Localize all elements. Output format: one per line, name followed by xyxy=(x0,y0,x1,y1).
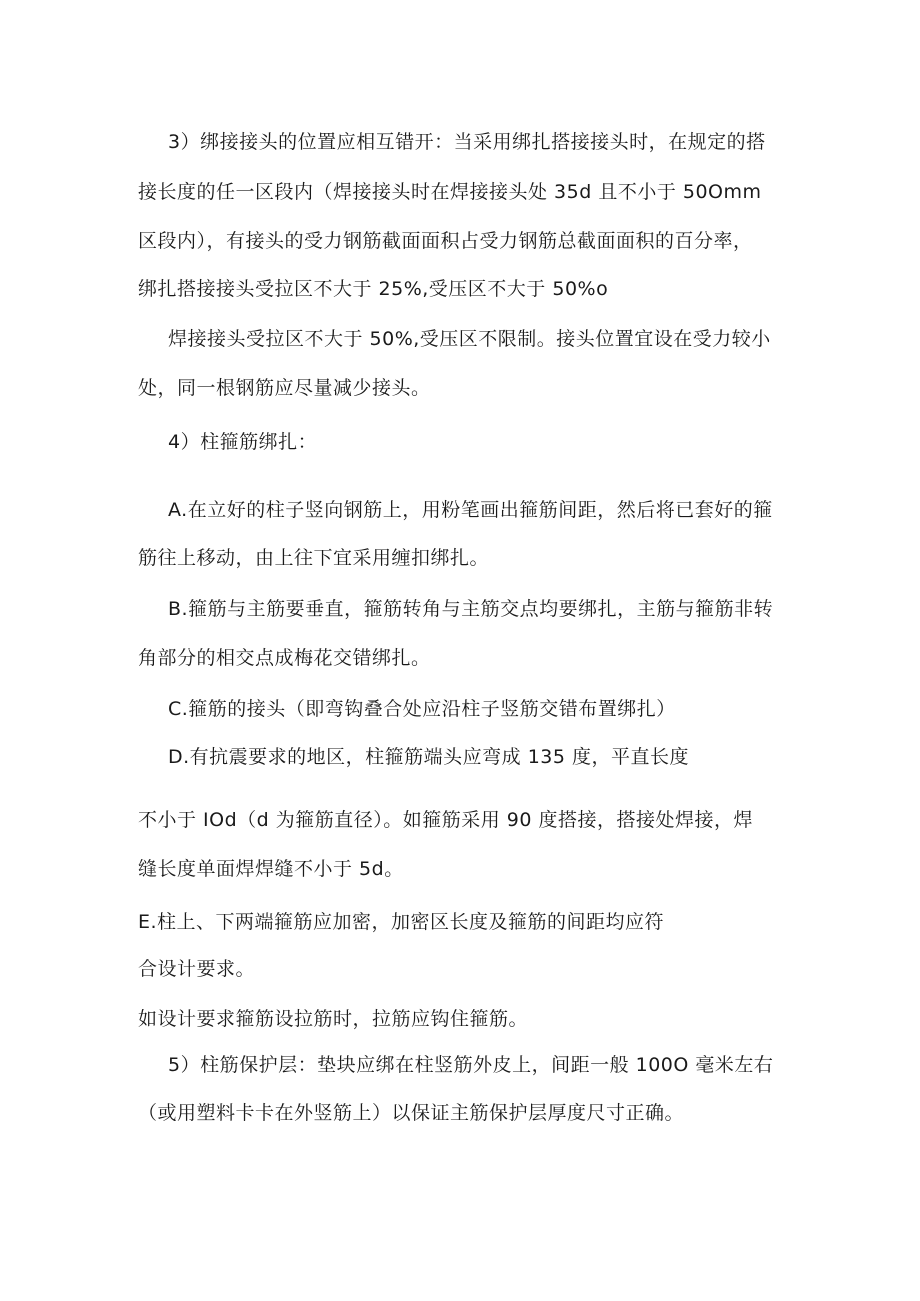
text-line: E.柱上、下两端箍筋应加密，加密区长度及箍筋的间距均应符 xyxy=(138,911,665,933)
text-line: C.箍筋的接头（即弯钩叠合处应沿柱子竖筋交错布置绑扎） xyxy=(168,698,676,720)
text-line: 接长度的任一区段内（焊接接头时在焊接接头处 35d 且不小于 50Omm xyxy=(138,181,762,203)
text-line: D.有抗震要求的地区，柱箍筋端头应弯成 135 度，平直长度 xyxy=(168,746,690,768)
text-line: 合设计要求。 xyxy=(138,958,256,980)
text-line: 3）绑接接头的位置应相互错开：当采用绑扎搭接接头时，在规定的搭 xyxy=(168,131,766,153)
text-line: （或用塑料卡卡在外竖筋上）以保证主筋保护层厚度尺寸正确。 xyxy=(138,1102,685,1124)
text-line: 筋往上移动，由上往下宜采用缠扣绑扎。 xyxy=(138,547,490,569)
text-line: 不小于 IOd（d 为箍筋直径）。如箍筋采用 90 度搭接，搭接处焊接，焊 xyxy=(138,809,754,831)
text-line: B.箍筋与主筋要垂直，箍筋转角与主筋交点均要绑扎，主筋与箍筋非转 xyxy=(168,598,774,620)
text-line: 焊接接头受拉区不大于 50%,受压区不限制。接头位置宜设在受力较小 xyxy=(168,328,771,350)
text-line: 如设计要求箍筋设拉筋时，拉筋应钩住箍筋。 xyxy=(138,1008,529,1030)
text-line: 角部分的相交点成梅花交错绑扎。 xyxy=(138,647,431,669)
text-line: 4）柱箍筋绑扎： xyxy=(168,431,318,453)
text-line: A.在立好的柱子竖向钢筋上，用粉笔画出箍筋间距，然后将已套好的箍 xyxy=(168,499,773,521)
text-line: 缝长度单面焊焊缝不小于 5d。 xyxy=(138,858,404,880)
text-line: 处，同一根钢筋应尽量减少接头。 xyxy=(138,377,431,399)
text-line: 区段内），有接头的受力钢筋截面面积占受力钢筋总截面面积的百分率， xyxy=(138,230,753,252)
text-line: 绑扎搭接接头受拉区不大于 25%,受压区不大于 50%o xyxy=(138,278,609,300)
text-line: 5）柱筋保护层：垫块应绑在柱竖筋外皮上，间距一般 100O 毫米左右 xyxy=(168,1054,774,1076)
